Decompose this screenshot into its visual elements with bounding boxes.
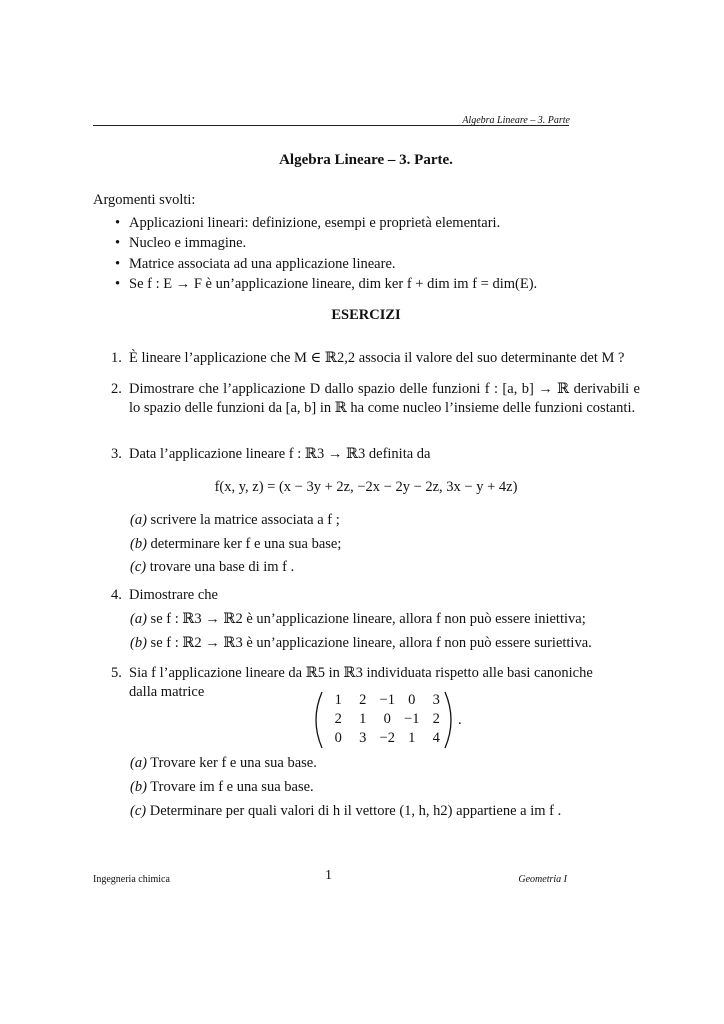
bullet-icon: • [115,255,121,272]
footer-subject: Geometria I [518,874,567,885]
item-label: (a) [130,512,147,528]
bullet-icon: • [115,275,121,292]
item-text: se f : ℝ3 → ℝ2 è un’applicazione lineare, allora f non può essere iniettiva; [150,611,586,627]
exercise-3 [111,445,640,464]
exercise-number: 3. [111,446,122,462]
header-rule [93,125,569,126]
exercise-text: Data l’applicazione lineare f : ℝ3 → ℝ3 definita da [129,446,431,462]
topics-label: Argomenti svolti: [93,192,196,208]
matrix-cell: 2 [432,711,440,727]
page-title: Algebra Lineare – 3. Parte. [279,152,453,168]
exercise-5b [130,778,314,797]
matrix-cell: 3 [432,692,440,708]
exercise-text: Sia f l’applicazione lineare da ℝ5 in ℝ3 individuata rispetto alle basi canoniche dalla matrice [129,665,593,700]
topic-item: • Se f : E → F è un’applicazione lineare, dim ker f + dim im f = dim(E). [115,275,538,292]
exercise-number: 5. [111,665,122,681]
exercise-number: 2. [111,381,122,397]
item-text: determinare ker f e una sua base; [150,536,342,552]
matrix-cell: −1 [379,692,395,708]
exercise-3a [130,511,340,530]
exercise-4a [130,610,586,629]
matrix-cell: 2 [334,711,342,727]
item-text: se f : ℝ2 → ℝ3 è un’applicazione lineare, allora f non può essere suriettiva. [150,635,592,651]
exercise-3b [130,535,341,554]
display-formula: f(x, y, z) = (x − 3y + 2z, −2x − 2y − 2z, 3x − y + 4z) [214,479,518,495]
page-number: 1 [325,868,332,883]
matrix-cell: 1 [334,692,342,708]
item-label: (b) [130,536,147,552]
topic-item: • Nucleo e immagine. [115,235,247,252]
exercise-text: È lineare l’applicazione che M ∈ ℝ2,2 associa il valore del suo determinante det M ? [129,350,625,366]
bullet-icon: • [115,235,121,252]
matrix-row [326,729,449,748]
matrix-cell: 0 [408,692,416,708]
topics-list [115,214,537,295]
matrix-cell: −1 [404,711,420,727]
running-header: Algebra Lineare – 3. Parte [462,115,570,126]
matrix-cell: 3 [359,730,367,746]
matrix-cell: 4 [432,730,440,746]
topic-item: • Applicazioni lineari: definizione, esempi e proprietà elementari. [115,215,501,231]
matrix-cell: 2 [359,692,367,708]
exercise-5a [130,754,317,773]
footer-course: Ingegneria chimica [93,874,170,885]
item-text: scrivere la matrice associata a f ; [150,512,340,528]
exercises-heading: ESERCIZI [331,307,401,323]
item-label: (b) [130,779,147,795]
item-text: trovare una base di im f . [149,559,295,575]
matrix-cell: 0 [334,730,342,746]
exercise-2 [111,380,640,418]
item-label: (a) [130,611,147,627]
matrix-cell: 1 [408,730,416,746]
exercise-number: 4. [111,587,122,603]
item-text: Trovare im f e una sua base. [150,779,314,795]
matrix-row [326,691,449,710]
item-text: Determinare per quali valori di h il vettore (1, h, h2) appartiene a im f . [149,803,562,819]
item-label: (b) [130,635,147,651]
item-label: (c) [130,803,147,819]
matrix-period: . [458,712,462,728]
exercise-number: 1. [111,350,122,366]
matrix-cell: 1 [359,711,367,727]
exercise-1 [111,349,640,368]
bullet-icon: • [115,215,121,231]
exercise-5c [130,802,561,821]
matrix-cell: 0 [383,711,391,727]
exercise-text: Dimostrare che l’applicazione D dallo spazio delle funzioni f : [a, b] → ℝ derivabili e lo spazio delle funzioni da [a, b] in ℝ ha come nucleo l’insieme delle funzioni costanti. [129,381,640,416]
exercise-text: Dimostrare che [129,587,218,603]
item-label: (a) [130,755,147,771]
exercise-4 [111,586,640,605]
item-label: (c) [130,559,147,575]
exercise-4b [130,634,592,653]
matrix-row [326,710,449,729]
item-text: Trovare ker f e una sua base. [150,755,317,771]
matrix-cell: −2 [379,730,395,746]
topic-item: • Matrice associata ad una applicazione lineare. [115,255,396,272]
exercise-3c [130,558,294,577]
